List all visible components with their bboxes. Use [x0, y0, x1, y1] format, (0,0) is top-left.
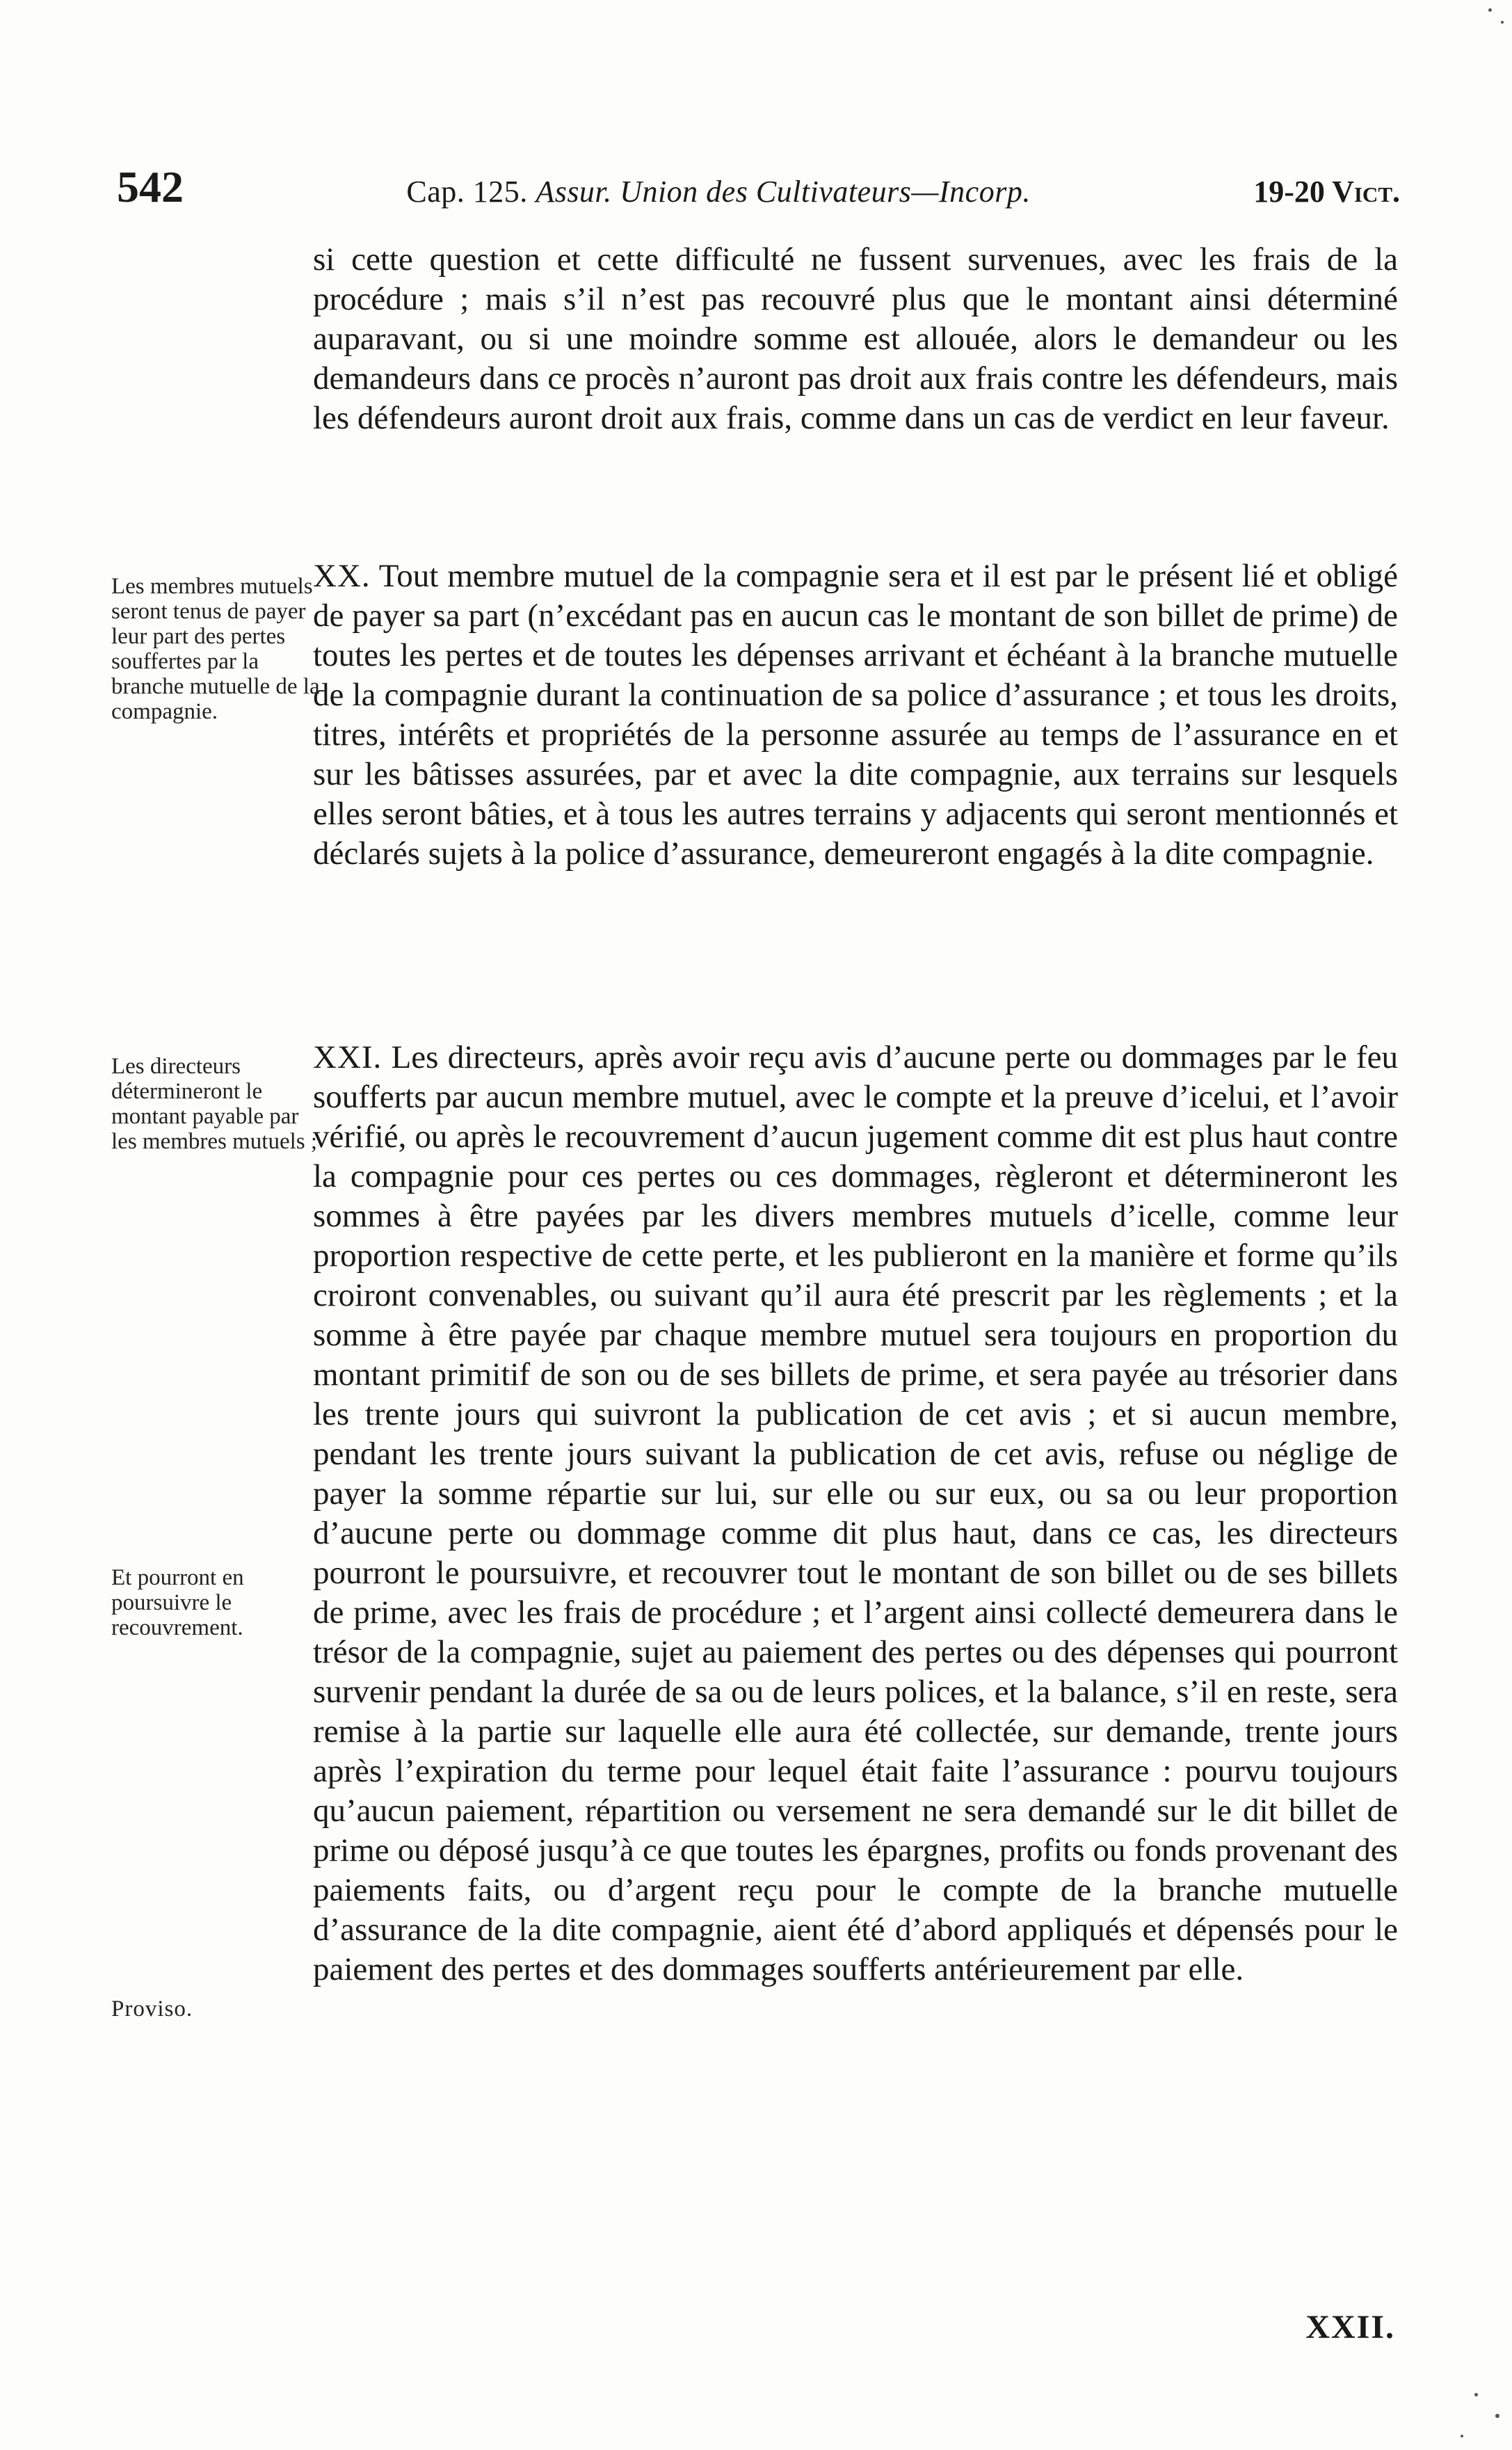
section-xix-continuation [313, 240, 1398, 438]
scan-speck [1474, 2393, 1478, 2396]
catchword: XXII. [1305, 2309, 1395, 2346]
section-xx [313, 557, 1398, 874]
section-number: XXI. [313, 1039, 383, 1075]
scan-speck [1501, 21, 1504, 24]
margin-note-section-xx: Les membres mutuels seront tenus de payer leur part des pertes souffertes par la branche mutuelle de la compagnie. [111, 574, 320, 724]
regnal-year: 19-20 Vict. [1253, 175, 1400, 209]
scan-speck [1495, 2414, 1499, 2418]
paragraph [313, 557, 1398, 874]
running-title [406, 174, 1030, 209]
margin-note-recovery: Et pourront en poursuivre le recouvrement. [111, 1565, 244, 1640]
margin-note-section-xxi: Les directeurs détermineront le montant payable par les membres mutuels ; [111, 1054, 318, 1154]
section-number: XX. [313, 558, 371, 594]
paragraph [313, 1038, 1398, 1989]
section-text: Les directeurs, après avoir reçu avis d’aucune perte ou dommages par le feu soufferts par aucun membre mutuel, avec le compte et la preuve d’icelui, et l’avoir vérifié, ou après le recouvrement d’aucun jugement comme dit est plus haut contre la compagnie pour ces pertes ou ces dommages, règleront et détermineront les sommes à être payées par les divers membres mutuels d’icelle, comme leur proportion respective de cette perte, et les publieront en la manière et forme qu’ils croiront convenables, ou suivant qu’il aura été prescrit par les règlements ; et la somme à être payée par chaque membre mutuel sera toujours en proportion du montant primitif de son ou de ses billets de prime, et sera payée au trésorier dans les trente jours qui suivront la publication de cet avis ; et si aucun membre, pendant les trente jours suivant la publication de cet avis, refuse ou néglige de payer la somme répartie sur lui, sur elle ou sur eux, ou sa ou leur proportion d’aucune perte ou dommage comme dit plus haut, dans ce cas, les directeurs pourront le poursuivre, et recouvrer tout le montant de son billet ou de ses billets de prime, avec les frais de procédure ; et l’argent ainsi collecté demeurera dans le trésor de la compagnie, sujet au paiement des pertes ou des dépenses qui pourront survenir pendant la durée de sa ou de leurs polices, et la balance, s’il en reste, sera remise à la partie sur laquelle elle aura été collectée, sur demande, trente jours après l’expiration du terme pour lequel était faite l’assurance : pourvu toujours qu’aucun paiement, répartition ou versement ne sera demandé sur le dit billet de prime ou déposé jusqu’à ce que toutes les épargnes, profits ou fonds provenant des paiements faits, ou d’argent reçu pour le compte de la branche mutuelle d’assurance de la dite compagnie, aient été d’abord appliqués et dépensés pour le paiement des pertes et des dommages soufferts antérieurement par elle. [313, 1039, 1398, 1987]
scan-speck [1461, 2435, 1463, 2437]
chapter-label: Cap. 125. [406, 175, 528, 209]
section-xxi [313, 1038, 1398, 1989]
margin-note-proviso: Proviso. [111, 1996, 193, 2021]
paragraph: si cette question et cette difficulté ne fussent survenues, avec les frais de la procédure ; mais s’il n’est pas recouvré plus que le montant ainsi déterminé auparavant, ou si une moindre somme est allouée, alors le demandeur ou les demandeurs dans ce procès n’auront pas droit aux frais contre les défendeurs, mais les défendeurs auront droit aux frais, comme dans un cas de verdict en leur faveur. [313, 241, 1398, 436]
running-header [117, 161, 1400, 213]
page-number: 542 [117, 162, 184, 211]
scan-speck [1488, 8, 1492, 12]
act-title: Assur. Union des Cultivateurs—Incorp. [536, 175, 1031, 209]
section-text: Tout membre mutuel de la compagnie sera et il est par le présent lié et obligé de payer sa part (n’excédant pas en aucun cas le montant de son billet de prime) de toutes les pertes et de toutes les dépenses arrivant et échéant à la branche mutuelle de la compagnie durant la continuation de sa police d’assurance ; et tous les droits, titres, intérêts et propriétés de la personne assurée au temps de l’assurance en et sur les bâtisses assurées, par et avec la dite compagnie, aux terrains sur lesquels elles seront bâties, et à tous les autres terrains y adjacents qui seront mentionnés et déclarés sujets à la police d’assurance, demeureront engagés à la dite compagnie. [313, 558, 1398, 872]
